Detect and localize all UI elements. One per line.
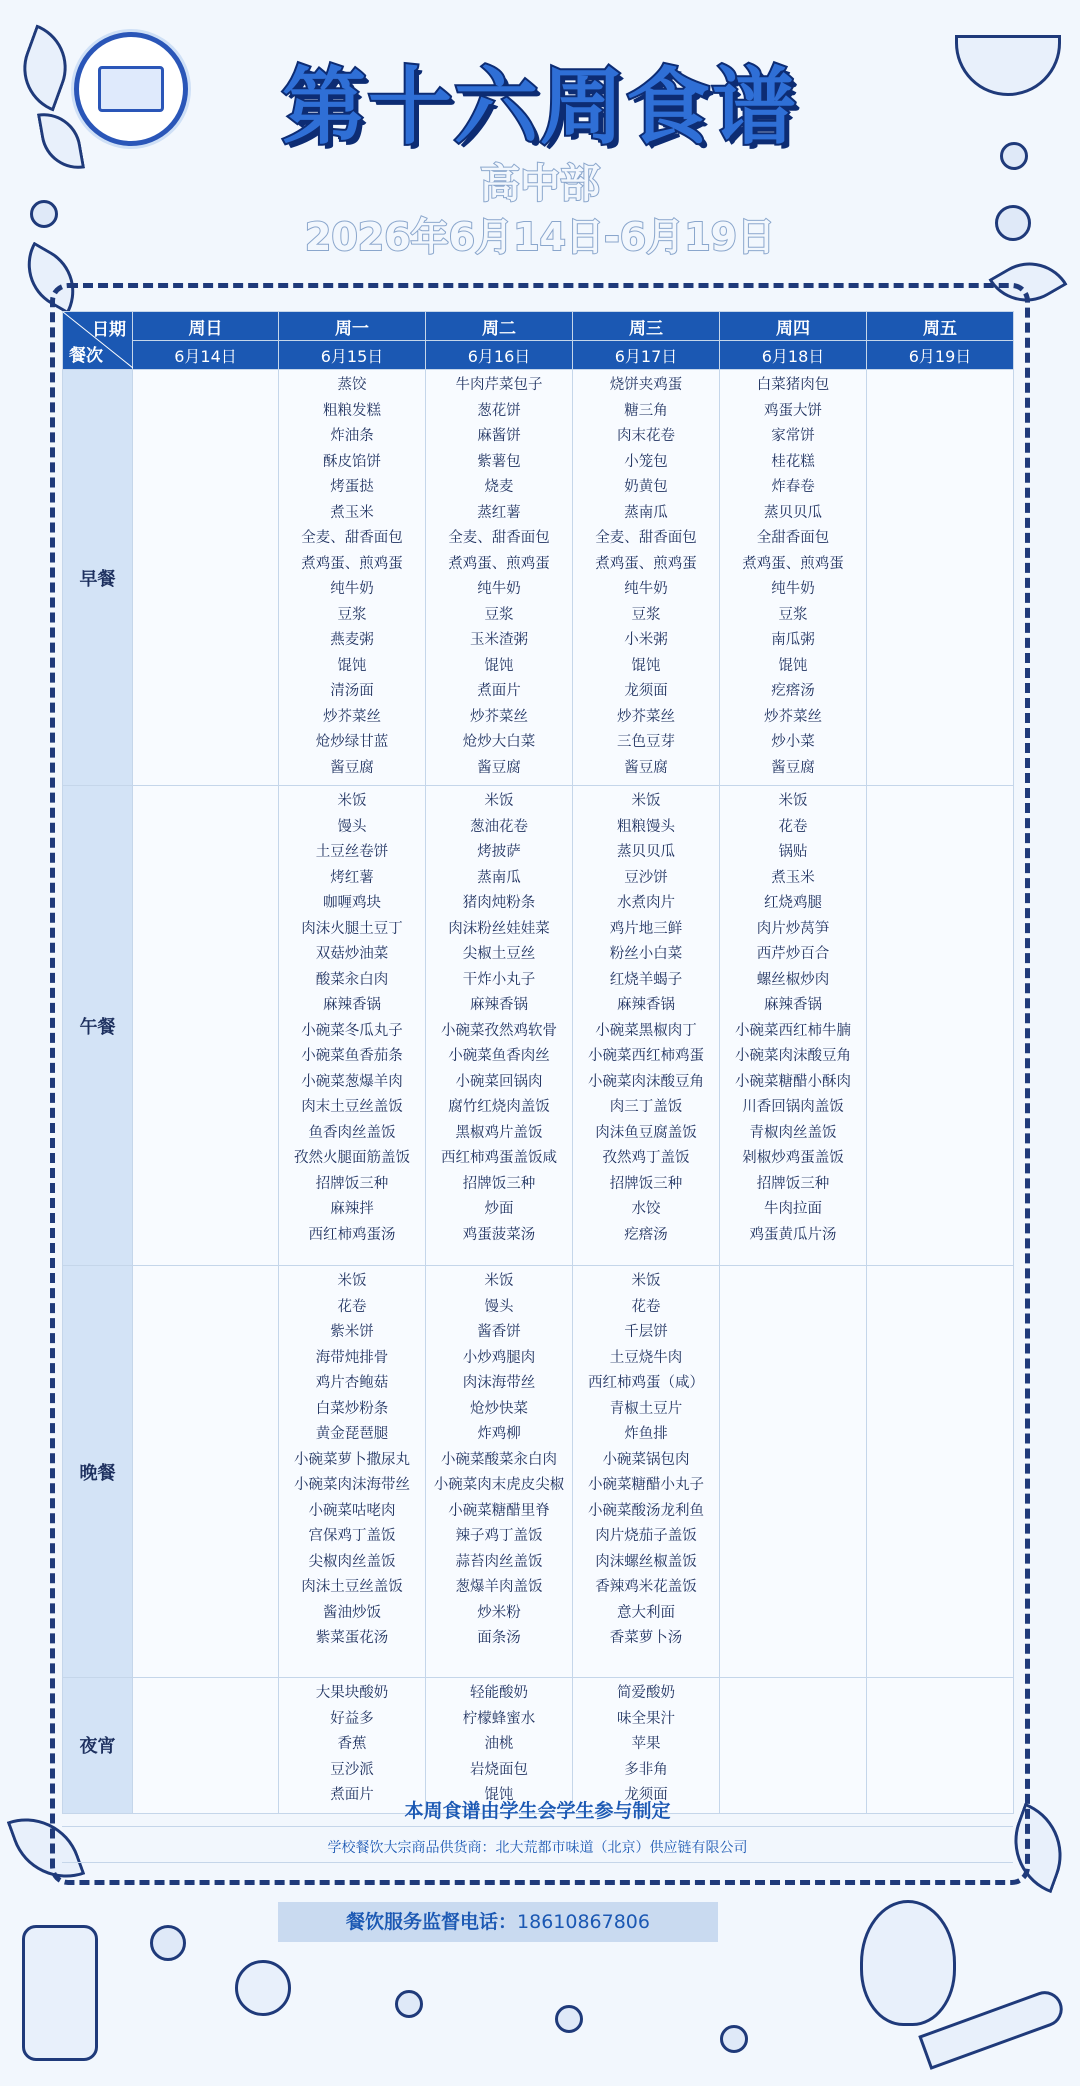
hotline-banner xyxy=(278,1902,718,1942)
dish-item: 肉片烧茄子盖饭 xyxy=(595,1528,697,1544)
dish-item: 肉末土豆丝盖饭 xyxy=(301,1099,403,1115)
dish-item: 花卷 xyxy=(778,818,808,835)
day-header-thu: 周四 xyxy=(720,312,867,341)
corner-date-label: 日期 xyxy=(92,320,126,340)
dish-item: 简爱酸奶 xyxy=(617,1685,675,1701)
dish-item: 肉沫土豆丝盖饭 xyxy=(301,1579,403,1595)
dish-item: 酱豆腐 xyxy=(771,759,815,776)
dish-item: 炒芥菜丝 xyxy=(617,708,675,725)
dish-item: 千层饼 xyxy=(624,1324,668,1340)
dish-item: 酱豆腐 xyxy=(624,759,668,776)
dish-item: 青椒土豆片 xyxy=(609,1400,683,1417)
dish-item: 麻酱饼 xyxy=(477,428,521,444)
dish-item: 炒面 xyxy=(484,1201,514,1217)
dish-item: 土豆烧牛肉 xyxy=(609,1349,683,1366)
dish-item: 蒸贝贝瓜 xyxy=(764,504,822,521)
divider xyxy=(62,1862,1013,1863)
meal-row xyxy=(63,1678,1014,1814)
dish-item: 小碗菜肉末虎皮尖椒 xyxy=(433,1477,565,1493)
menu-table xyxy=(62,311,1014,1814)
dish-item: 烤红薯 xyxy=(330,869,374,886)
dish-item: 小碗菜鱼香肉丝 xyxy=(448,1048,550,1064)
dish-item: 小碗菜糖醋小酥肉 xyxy=(735,1073,851,1090)
hotline-label: 餐饮服务监督电话： xyxy=(346,1911,518,1933)
menu-cell xyxy=(279,1678,426,1814)
dish-item: 味全果汁 xyxy=(617,1710,675,1727)
dish-item: 小碗菜孜然鸡软骨 xyxy=(441,1022,557,1039)
dish-item: 蒸南瓜 xyxy=(477,869,521,886)
berry-decoration-icon xyxy=(555,2005,583,2033)
dish-item: 纯牛奶 xyxy=(330,581,374,597)
dish-item: 螺丝椒炒肉 xyxy=(756,971,830,988)
student-council-note: 本周食谱由学生会学生参与制定 xyxy=(404,1800,671,1822)
menu-cell xyxy=(279,786,426,1266)
dish-item: 桂花糕 xyxy=(771,453,815,470)
date-range: 2026年6月14日-6月19日 xyxy=(304,215,776,259)
menu-cell xyxy=(573,786,720,1266)
dish-item: 烧麦 xyxy=(484,479,514,495)
dish-item: 蒸饺 xyxy=(337,377,367,393)
dish-item: 豆浆 xyxy=(631,606,661,623)
menu-cell xyxy=(426,370,573,786)
dish-item: 水饺 xyxy=(631,1201,661,1217)
dish-item: 岩烧面包 xyxy=(470,1761,528,1778)
dish-item: 纯牛奶 xyxy=(477,581,521,597)
dish-item: 剁椒炒鸡蛋盖饭 xyxy=(742,1150,844,1166)
dish-item: 全甜香面包 xyxy=(756,530,830,546)
dish-item: 南瓜粥 xyxy=(771,632,815,648)
dish-item: 米饭 xyxy=(337,1273,367,1289)
dish-item: 米饭 xyxy=(778,793,808,809)
dish-item: 红烧鸡腿 xyxy=(764,895,822,911)
dish-item: 意大利面 xyxy=(617,1604,675,1621)
supplier-note: 学校餐饮大宗商品供货商：北大荒都市味道（北京）供应链有限公司 xyxy=(327,1840,748,1856)
dish-item: 葱花饼 xyxy=(477,402,521,419)
dish-item: 全麦、甜香面包 xyxy=(448,530,550,546)
menu-cell xyxy=(426,1678,573,1814)
dish-item: 酥皮馅饼 xyxy=(323,453,381,470)
dish-item: 油桃 xyxy=(484,1736,514,1752)
dish-item: 肉三丁盖饭 xyxy=(609,1099,683,1115)
menu-cell xyxy=(867,786,1014,1266)
dish-item: 米饭 xyxy=(631,1273,661,1289)
dish-item: 肉沫粉丝娃娃菜 xyxy=(448,920,550,937)
dish-item: 疙瘩汤 xyxy=(624,1226,668,1243)
dish-item: 酱豆腐 xyxy=(477,759,521,776)
dish-item: 米饭 xyxy=(484,793,514,809)
dish-item: 鸡片地三鲜 xyxy=(609,920,683,937)
dish-item: 三色豆芽 xyxy=(617,734,675,750)
dish-item: 小碗菜肉沫酸豆角 xyxy=(588,1073,704,1090)
dish-item: 辣子鸡丁盖饭 xyxy=(455,1528,543,1544)
dish-item: 馄饨 xyxy=(484,1787,514,1803)
dish-item: 烧饼夹鸡蛋 xyxy=(609,377,683,393)
dish-item: 咖喱鸡块 xyxy=(323,895,381,911)
dish-item: 炝炒大白菜 xyxy=(462,734,536,750)
dish-item: 大果块酸奶 xyxy=(315,1685,389,1701)
dish-item: 炸鱼排 xyxy=(624,1426,668,1442)
page-title: 第十六周食谱 xyxy=(281,58,798,156)
dish-item: 招牌饭三种 xyxy=(315,1175,389,1192)
dish-item: 鸡蛋菠菜汤 xyxy=(462,1226,536,1243)
dish-item: 炸鸡柳 xyxy=(477,1426,521,1442)
menu-cell xyxy=(720,1266,867,1678)
day-header-wed: 周三 xyxy=(573,312,720,341)
menu-cell xyxy=(867,1678,1014,1814)
dish-item: 麻辣香锅 xyxy=(470,997,528,1013)
berry-decoration-icon xyxy=(395,1990,423,2018)
menu-cell xyxy=(720,1678,867,1814)
dish-item: 麻辣香锅 xyxy=(617,997,675,1013)
menu-cell xyxy=(133,1266,279,1678)
dish-item: 米饭 xyxy=(337,793,367,809)
dish-item: 小碗菜西红柿牛腩 xyxy=(735,1022,851,1039)
dish-item: 馒头 xyxy=(484,1298,514,1315)
dish-item: 纯牛奶 xyxy=(771,581,815,597)
corner-meal-label: 餐次 xyxy=(69,346,103,366)
dish-item: 尖椒肉丝盖饭 xyxy=(308,1553,396,1570)
menu-cell xyxy=(133,1678,279,1814)
dish-item: 肉沫火腿土豆丁 xyxy=(301,920,403,937)
dish-item: 煮面片 xyxy=(477,683,521,699)
dish-item: 米饭 xyxy=(631,793,661,809)
dish-item: 花卷 xyxy=(337,1298,367,1315)
dish-item: 炝炒绿甘蓝 xyxy=(315,734,389,750)
dish-item: 紫米饼 xyxy=(330,1324,374,1340)
day-header-sun: 周日 xyxy=(133,312,279,341)
berry-decoration-icon xyxy=(720,2025,748,2053)
dish-item: 香蕉 xyxy=(337,1736,367,1752)
dish-item: 水煮肉片 xyxy=(617,895,675,911)
dish-item: 肉片炒莴笋 xyxy=(756,920,830,937)
jar-decoration-icon xyxy=(22,1925,98,2061)
dish-item: 鸡片杏鲍菇 xyxy=(315,1375,389,1391)
dish-item: 煮鸡蛋、煎鸡蛋 xyxy=(742,555,844,572)
dish-item: 小碗菜西红柿鸡蛋 xyxy=(588,1048,704,1064)
dish-item: 鱼香肉丝盖饭 xyxy=(308,1124,396,1141)
menu-cell xyxy=(867,1266,1014,1678)
meal-row xyxy=(63,786,1014,1266)
dish-item: 小碗菜酸菜汆白肉 xyxy=(441,1451,557,1468)
dish-item: 粉丝小白菜 xyxy=(609,946,683,962)
dish-item: 麻辣香锅 xyxy=(323,997,381,1013)
dish-item: 小碗菜回锅肉 xyxy=(455,1073,543,1090)
dish-item: 孜然火腿面筋盖饭 xyxy=(294,1150,410,1166)
dish-item: 苹果 xyxy=(631,1736,661,1752)
date-header-wed: 6月17日 xyxy=(573,341,720,370)
dish-item: 土豆丝卷饼 xyxy=(315,844,389,860)
dish-item: 西红柿鸡蛋盖饭咸 xyxy=(441,1150,557,1166)
dish-item: 小碗菜萝卜撒尿丸 xyxy=(294,1451,410,1468)
lemon-decoration-icon xyxy=(235,1960,291,2016)
menu-cell xyxy=(867,370,1014,786)
dish-item: 麻辣香锅 xyxy=(764,997,822,1013)
menu-cell xyxy=(573,1678,720,1814)
menu-cell xyxy=(426,1266,573,1678)
dish-item: 面条汤 xyxy=(477,1630,521,1646)
dish-item: 米饭 xyxy=(484,1273,514,1289)
menu-body xyxy=(63,370,1014,1814)
dish-item: 炒米粉 xyxy=(477,1604,521,1621)
menu-cell xyxy=(279,370,426,786)
dish-item: 干炸小丸子 xyxy=(462,971,536,988)
dish-item: 香菜萝卜汤 xyxy=(609,1630,683,1646)
dish-item: 小碗菜鱼香茄条 xyxy=(301,1048,403,1064)
dish-item: 肉沫鱼豆腐盖饭 xyxy=(595,1124,697,1141)
dish-item: 小碗菜锅包肉 xyxy=(602,1451,690,1468)
menu-cell xyxy=(279,1266,426,1678)
dish-item: 玉米渣粥 xyxy=(470,632,528,648)
meal-row xyxy=(63,370,1014,786)
dish-item: 轻能酸奶 xyxy=(470,1685,528,1701)
dish-item: 炒芥菜丝 xyxy=(764,708,822,725)
dish-item: 葱爆羊肉盖饭 xyxy=(455,1579,543,1595)
dish-item: 馒头 xyxy=(337,818,367,835)
date-header-tue: 6月16日 xyxy=(426,341,573,370)
dish-item: 宫保鸡丁盖饭 xyxy=(308,1528,396,1544)
dish-item: 炒芥菜丝 xyxy=(323,708,381,725)
dish-item: 奶黄包 xyxy=(624,479,668,495)
menu-cell xyxy=(133,370,279,786)
dish-item: 紫薯包 xyxy=(477,453,521,470)
meal-row xyxy=(63,1266,1014,1678)
dish-item: 麻辣拌 xyxy=(330,1201,374,1217)
dish-item: 疙瘩汤 xyxy=(771,683,815,699)
dish-item: 小笼包 xyxy=(624,453,668,470)
dish-item: 香辣鸡米花盖饭 xyxy=(595,1579,697,1595)
dish-item: 西红柿鸡蛋（咸） xyxy=(588,1375,704,1391)
dish-item: 小米粥 xyxy=(624,632,668,648)
menu-cell xyxy=(573,1266,720,1678)
dish-item: 龙须面 xyxy=(624,683,668,699)
dish-item: 紫菜蛋花汤 xyxy=(315,1630,389,1646)
dish-item: 炒芥菜丝 xyxy=(470,708,528,725)
dish-item: 黑椒鸡片盖饭 xyxy=(455,1124,543,1141)
dish-item: 蒜苔肉丝盖饭 xyxy=(455,1553,543,1570)
dish-item: 馄饨 xyxy=(631,657,661,674)
avocado-decoration-icon xyxy=(860,1900,956,2026)
dish-item: 川香回锅肉盖饭 xyxy=(742,1099,844,1115)
dish-item: 粗粮馒头 xyxy=(617,818,675,835)
dish-item: 馄饨 xyxy=(484,657,514,674)
dish-item: 馄饨 xyxy=(337,657,367,674)
page-subtitle: 高中部 xyxy=(480,161,600,207)
dish-item: 鸡蛋黄瓜片汤 xyxy=(749,1226,837,1243)
dish-item: 烤披萨 xyxy=(477,844,521,860)
dish-item: 蒸红薯 xyxy=(477,504,521,521)
dish-item: 酸菜汆白肉 xyxy=(315,971,389,988)
day-header-mon: 周一 xyxy=(279,312,426,341)
dish-item: 炸春卷 xyxy=(771,479,815,495)
dish-item: 肉沫螺丝椒盖饭 xyxy=(595,1553,697,1570)
dish-item: 酱油炒饭 xyxy=(323,1604,381,1621)
dish-item: 豆沙派 xyxy=(330,1761,374,1778)
dish-item: 燕麦粥 xyxy=(330,632,374,648)
menu-cell xyxy=(426,786,573,1266)
dish-item: 花卷 xyxy=(631,1298,661,1315)
meal-label: 晚餐 xyxy=(63,1266,133,1678)
date-header-mon: 6月15日 xyxy=(279,341,426,370)
dish-item: 粗粮发糕 xyxy=(323,402,381,419)
dish-item: 烤蛋挞 xyxy=(330,479,374,495)
dish-item: 馄饨 xyxy=(778,657,808,674)
dish-item: 多非角 xyxy=(624,1761,668,1778)
dish-item: 黄金琵琶腿 xyxy=(315,1426,389,1442)
dish-item: 小碗菜冬瓜丸子 xyxy=(301,1022,403,1039)
dish-item: 煮鸡蛋、煎鸡蛋 xyxy=(448,555,550,572)
dish-item: 小碗菜糖醋小丸子 xyxy=(588,1477,704,1493)
dish-item: 炒小菜 xyxy=(771,734,815,750)
dish-item: 白菜炒粉条 xyxy=(315,1400,389,1417)
dish-item: 清汤面 xyxy=(330,683,374,699)
dish-item: 海带炖排骨 xyxy=(315,1349,389,1366)
date-header-sun: 6月14日 xyxy=(133,341,279,370)
date-header-fri: 6月19日 xyxy=(867,341,1014,370)
dish-item: 小碗菜黑椒肉丁 xyxy=(595,1022,697,1039)
day-header-tue: 周二 xyxy=(426,312,573,341)
dish-item: 小碗菜糖醋里脊 xyxy=(448,1502,550,1519)
dish-item: 肉沫海带丝 xyxy=(462,1375,536,1391)
dish-item: 全麦、甜香面包 xyxy=(301,530,403,546)
dish-item: 炝炒快菜 xyxy=(470,1400,528,1417)
berry-decoration-icon xyxy=(150,1925,186,1961)
dish-item: 煮玉米 xyxy=(771,869,815,886)
dish-item: 蒸贝贝瓜 xyxy=(617,844,675,860)
dish-item: 牛肉拉面 xyxy=(764,1201,822,1217)
dish-item: 酱豆腐 xyxy=(330,759,374,776)
dish-item: 全麦、甜香面包 xyxy=(595,530,697,546)
dish-item: 酱香饼 xyxy=(477,1324,521,1340)
dish-item: 牛肉芹菜包子 xyxy=(455,377,543,393)
dish-item: 煮鸡蛋、煎鸡蛋 xyxy=(595,555,697,572)
dish-item: 小炒鸡腿肉 xyxy=(462,1349,536,1366)
menu-cell xyxy=(720,786,867,1266)
menu-cell xyxy=(720,370,867,786)
dish-item: 白菜猪肉包 xyxy=(756,377,830,393)
dish-item: 糖三角 xyxy=(624,402,668,419)
dish-item: 小碗菜肉沫酸豆角 xyxy=(735,1048,851,1064)
dish-item: 柠檬蜂蜜水 xyxy=(462,1710,536,1727)
dish-item: 纯牛奶 xyxy=(624,581,668,597)
dish-item: 小碗菜咕咾肉 xyxy=(308,1502,396,1519)
dish-item: 煮鸡蛋、煎鸡蛋 xyxy=(301,555,403,572)
dish-item: 孜然鸡丁盖饭 xyxy=(602,1150,690,1166)
dish-item: 腐竹红烧肉盖饭 xyxy=(448,1099,550,1115)
meal-label: 午餐 xyxy=(63,786,133,1266)
menu-cell xyxy=(133,786,279,1266)
dish-item: 招牌饭三种 xyxy=(756,1175,830,1192)
hotline-number: 18610867806 xyxy=(517,1911,650,1933)
dish-item: 炸油条 xyxy=(330,428,374,444)
dish-item: 双菇炒油菜 xyxy=(315,946,389,962)
dish-item: 鸡蛋大饼 xyxy=(764,402,822,419)
dish-item: 肉末花卷 xyxy=(617,428,675,444)
dish-item: 青椒肉丝盖饭 xyxy=(749,1124,837,1141)
dish-item: 豆浆 xyxy=(337,606,367,623)
meal-label: 夜宵 xyxy=(63,1678,133,1814)
dish-item: 小碗菜肉沫海带丝 xyxy=(294,1477,410,1493)
table-corner xyxy=(63,312,133,370)
dish-item: 煮玉米 xyxy=(330,504,374,521)
dish-item: 西芹炒百合 xyxy=(756,946,830,962)
dish-item: 猪肉炖粉条 xyxy=(462,895,536,911)
dish-item: 豆浆 xyxy=(484,606,514,623)
dish-item: 豆浆 xyxy=(778,606,808,623)
dish-item: 招牌饭三种 xyxy=(609,1175,683,1192)
dish-item: 小碗菜葱爆羊肉 xyxy=(301,1073,403,1090)
menu-cell xyxy=(573,370,720,786)
divider xyxy=(62,1826,1013,1827)
dish-item: 好益多 xyxy=(330,1710,374,1727)
dish-item: 红烧羊蝎子 xyxy=(609,971,683,988)
date-header-thu: 6月18日 xyxy=(720,341,867,370)
dish-item: 龙须面 xyxy=(624,1787,668,1803)
dish-item: 西红柿鸡蛋汤 xyxy=(308,1226,396,1243)
dish-item: 豆沙饼 xyxy=(624,869,668,886)
dish-item: 锅贴 xyxy=(778,844,808,860)
dish-item: 蒸南瓜 xyxy=(624,504,668,521)
dish-item: 煮面片 xyxy=(330,1787,374,1803)
day-header-fri: 周五 xyxy=(867,312,1014,341)
dish-item: 小碗菜酸汤龙利鱼 xyxy=(588,1502,704,1519)
dish-item: 招牌饭三种 xyxy=(462,1175,536,1192)
dish-item: 尖椒土豆丝 xyxy=(462,946,536,962)
dish-item: 葱油花卷 xyxy=(470,818,528,835)
meal-label: 早餐 xyxy=(63,370,133,786)
dish-item: 家常饼 xyxy=(771,428,815,444)
